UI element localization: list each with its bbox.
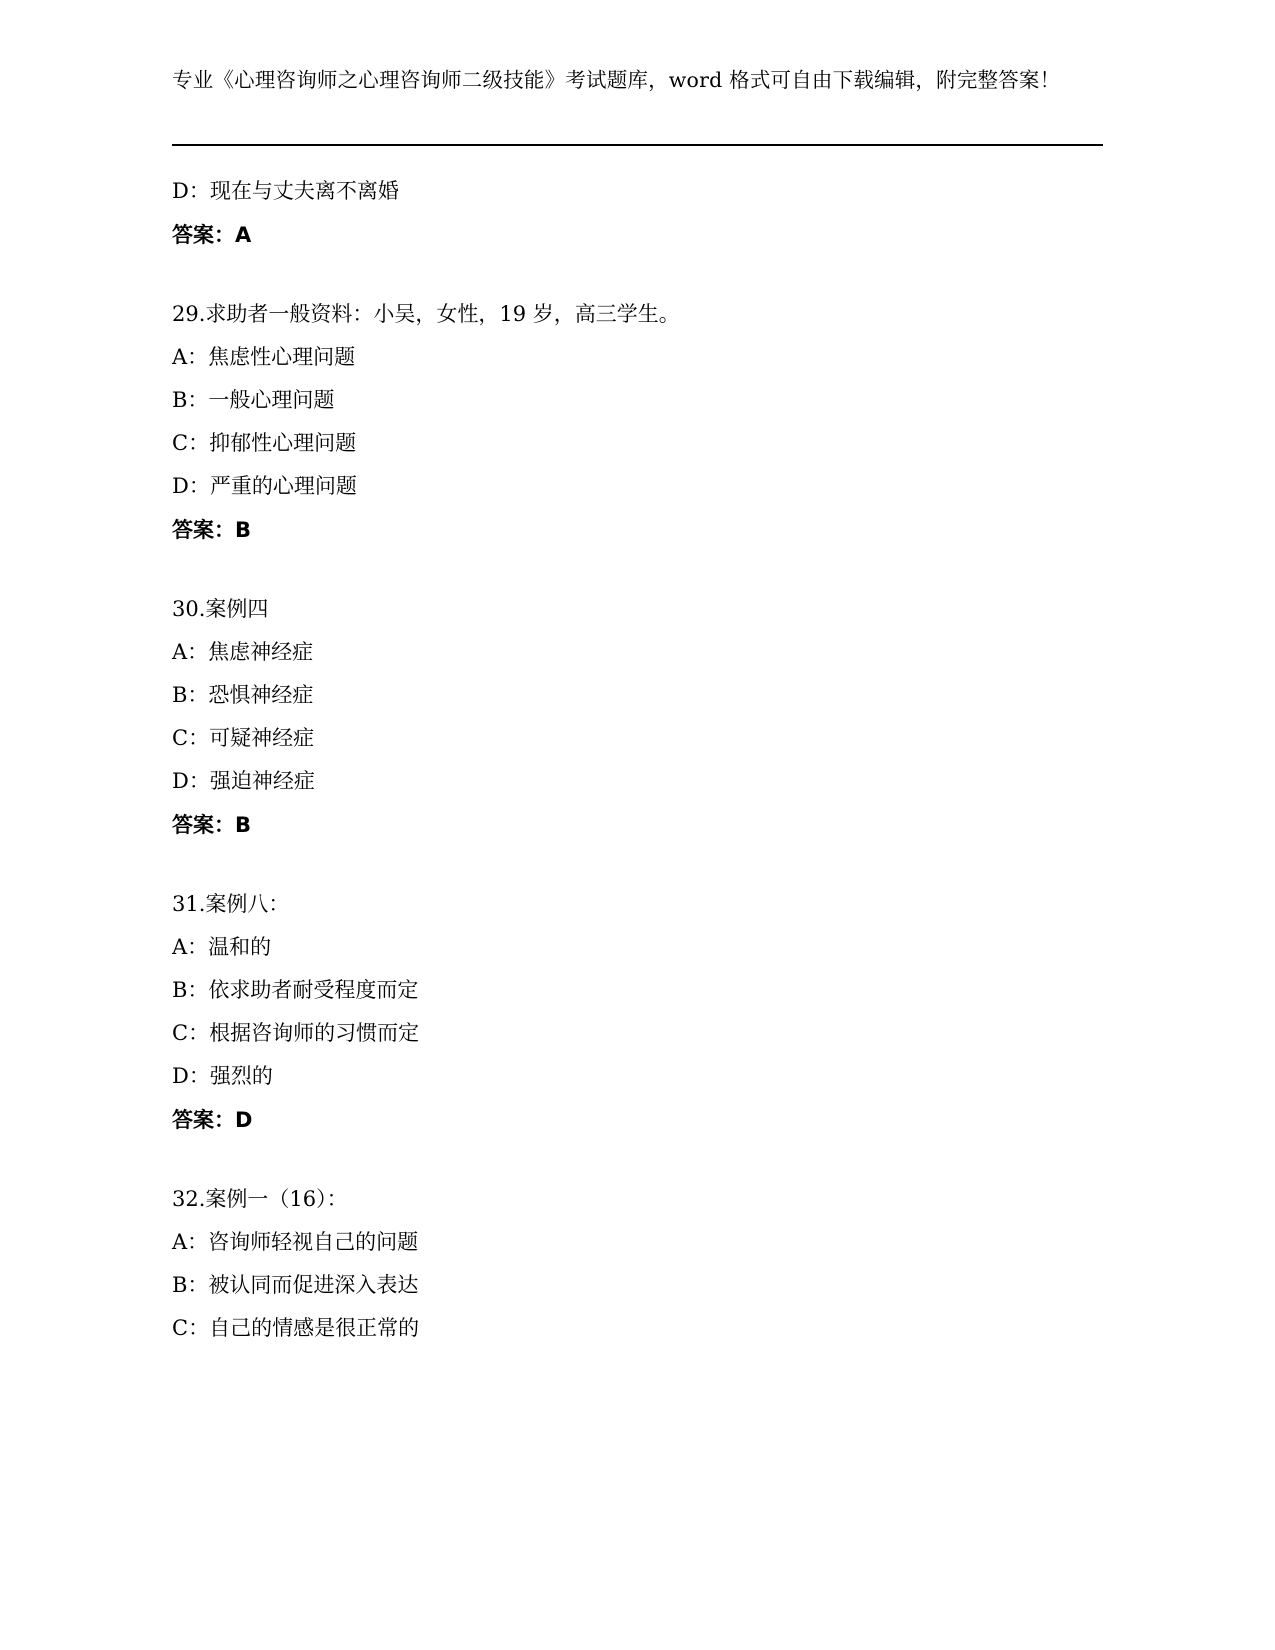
option-d: D：强迫神经症 bbox=[172, 769, 315, 793]
option-a: A：焦虑性心理问题 bbox=[172, 345, 356, 369]
continued-question-block bbox=[172, 170, 1103, 257]
question-stem: 30.案例四 bbox=[172, 597, 269, 621]
option-b: B：依求助者耐受程度而定 bbox=[172, 978, 419, 1002]
option-a: A：温和的 bbox=[172, 935, 272, 959]
option-c: C：自己的情感是很正常的 bbox=[172, 1316, 420, 1340]
question-block-30 bbox=[172, 588, 1103, 847]
document-body bbox=[172, 154, 1103, 1350]
answer-line bbox=[172, 508, 1103, 552]
question-block-29 bbox=[172, 293, 1103, 552]
option-b: B：被认同而促进深入表达 bbox=[172, 1273, 419, 1297]
answer-label: 答案： bbox=[172, 1107, 235, 1132]
option-line: D：现在与丈夫离不离婚 bbox=[172, 179, 399, 203]
answer-value: A bbox=[235, 223, 252, 247]
answer-line bbox=[172, 1098, 1103, 1142]
option-c: C：抑郁性心理问题 bbox=[172, 431, 357, 455]
header-divider bbox=[172, 144, 1103, 146]
question-stem: 31.案例八： bbox=[172, 892, 290, 916]
option-c: C：根据咨询师的习惯而定 bbox=[172, 1021, 420, 1045]
question-block-31 bbox=[172, 883, 1103, 1142]
option-d: D：严重的心理问题 bbox=[172, 474, 357, 498]
option-b: B：恐惧神经症 bbox=[172, 683, 314, 707]
question-stem: 32.案例一（16）： bbox=[172, 1187, 348, 1211]
answer-label: 答案： bbox=[172, 222, 235, 247]
answer-label: 答案： bbox=[172, 812, 235, 837]
document-header-note: 专业《心理咨询师之心理咨询师二级技能》考试题库，word 格式可自由下载编辑，附完整答案！ bbox=[172, 68, 1061, 92]
answer-line bbox=[172, 213, 1103, 257]
option-a: A：焦虑神经症 bbox=[172, 640, 314, 664]
answer-value: B bbox=[235, 518, 252, 542]
option-a: A：咨询师轻视自己的问题 bbox=[172, 1230, 419, 1254]
question-block-32 bbox=[172, 1178, 1103, 1350]
answer-line bbox=[172, 803, 1103, 847]
option-d: D：强烈的 bbox=[172, 1064, 273, 1088]
option-c: C：可疑神经症 bbox=[172, 726, 315, 750]
option-b: B：一般心理问题 bbox=[172, 388, 335, 412]
answer-label: 答案： bbox=[172, 517, 235, 542]
question-stem: 29.求助者一般资料：小吴，女性，19 岁，高三学生。 bbox=[172, 302, 680, 326]
answer-value: D bbox=[235, 1108, 253, 1132]
answer-value: B bbox=[235, 813, 252, 837]
